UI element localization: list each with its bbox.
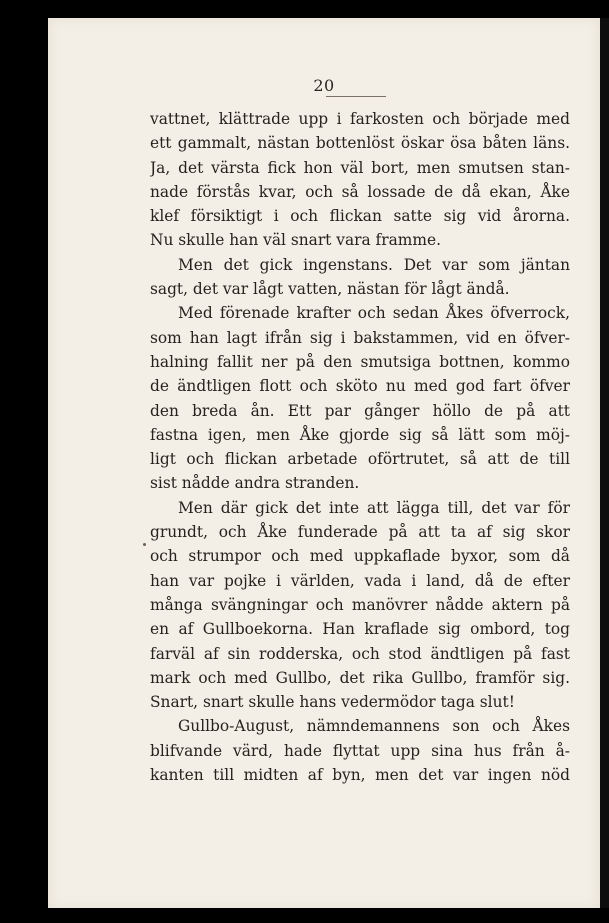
text-line: Nu skulle han väl snart vara framme. [150, 231, 441, 250]
body-text [150, 107, 570, 787]
text-line: farväl af sin rodderska, och stod ändtligen på fast [150, 644, 570, 663]
text-line: Men det gick ingenstans. Det var som jäntan [178, 255, 570, 274]
text-line: kanten till midten af byn, men det var ingen nöd [150, 766, 570, 785]
text-line: och strumpor och med uppkaflade byxor, som då [150, 547, 570, 566]
text-line: klef försiktigt i och flickan satte sig vid årorna. [150, 207, 570, 226]
page-number: 20 [313, 76, 335, 95]
text-line: han var pojke i världen, vada i land, då de efter [150, 571, 570, 590]
text-line: många svängningar och manövrer nådde aktern på [150, 595, 570, 614]
page-edge-shadow [600, 18, 609, 908]
text-line: Men där gick det inte att lägga till, det var för [178, 498, 570, 517]
text-line: de ändtligen flott och sköto nu med god fart öfver [150, 377, 570, 396]
header-rule [326, 96, 386, 97]
text-line: sagt, det var lågt vatten, nästan för lågt ändå. [150, 280, 510, 299]
text-line: ett gammalt, nästan bottenlöst öskar ösa båten läns. [150, 134, 570, 153]
text-line: Gullbo-August, nämndemannens son och Åkes [178, 717, 570, 736]
text-line: mark och med Gullbo, det rika Gullbo, framför sig. [150, 668, 570, 687]
margin-mark [143, 543, 146, 546]
text-line: vattnet, klättrade upp i farkosten och började med [150, 110, 570, 128]
text-line: blifvande värd, hade flyttat upp sina hus från å- [150, 741, 570, 760]
text-line: Med förenade krafter och sedan Åkes öfverrock, [178, 304, 570, 323]
text-line: en af Gullboekorna. Han kraflade sig ombord, tog [150, 620, 570, 639]
text-line: Snart, snart skulle hans vedermödor taga slut! [150, 693, 515, 712]
text-line: som han lagt ifrån sig i bakstammen, vid en öfver- [150, 328, 570, 347]
text-line: fastna igen, men Åke gjorde sig så lätt som möj- [150, 425, 570, 444]
text-line: Ja, det värsta fick hon väl bort, men smutsen stan- [150, 158, 570, 177]
text-line: halning fallit ner på den smutsiga bottnen, kommo [150, 352, 570, 371]
text-line: nade förstås kvar, och så lossade de då ekan, Åke [150, 182, 570, 201]
text-line: grundt, och Åke funderade på att ta af sig skor [150, 523, 570, 542]
text-line: ligt och flickan arbetade oförtrutet, så att de till [150, 450, 570, 469]
text-line: den breda ån. Ett par gånger höllo de på att [150, 401, 570, 420]
text-line: sist nådde andra stranden. [150, 474, 360, 493]
